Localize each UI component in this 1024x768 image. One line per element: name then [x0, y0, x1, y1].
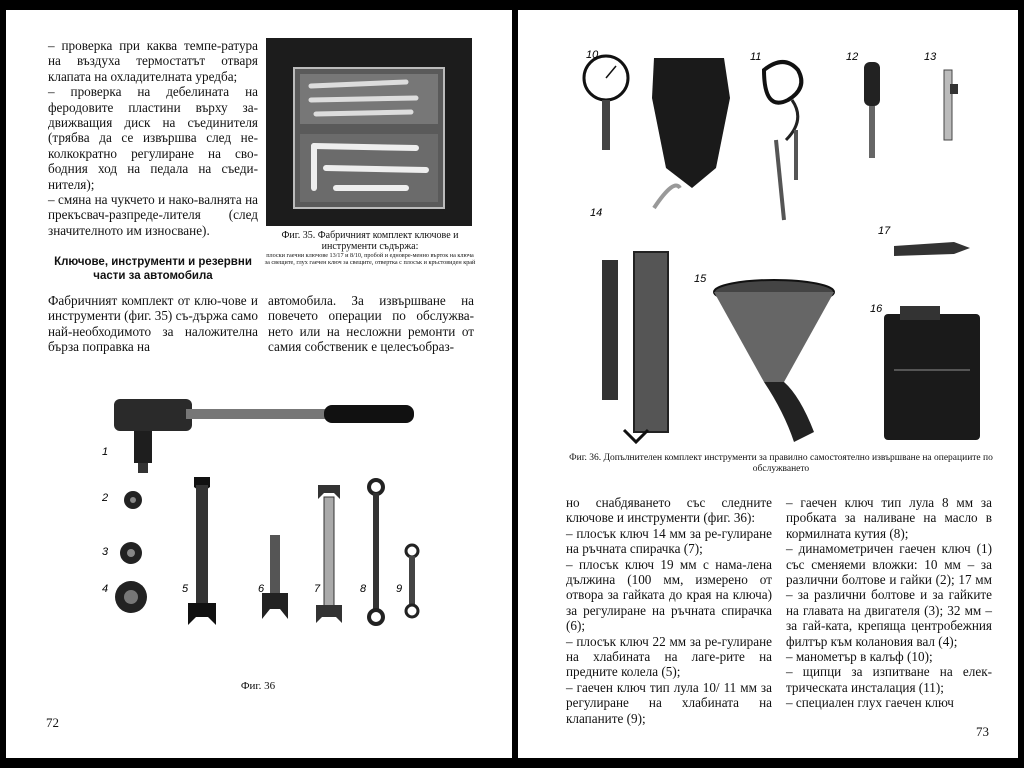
screwdriver-icon	[864, 62, 880, 158]
tool-number-9: 9	[396, 583, 403, 595]
open-end-wrench-icon	[316, 485, 342, 623]
paragraph: – гаечен ключ тип лула 8 мм за пробката за наливане на масло в кормилната кутия (8);	[786, 495, 992, 541]
right-column1	[566, 495, 772, 726]
tool-number-16: 16	[870, 303, 883, 315]
paragraph: – плосък ключ 14 мм за ре-гулиране на ръчната спирачка (7);	[566, 525, 772, 557]
paragraph: – специален глух гаечен ключ	[786, 695, 954, 711]
paragraph: но снабдяването със следните ключове и инструменти (фиг. 36):	[566, 495, 772, 526]
left-column1-top	[48, 38, 258, 238]
socket-icon	[124, 491, 142, 509]
open-end-wrench-icon	[262, 535, 288, 619]
paragraph: – щипци за изпитване на елек-трическата инсталация (11);	[786, 664, 992, 695]
fig35-caption-title: Фиг. 35. Фабричният комплект ключове и инструменти съдържа:	[281, 230, 459, 252]
fig36-caption: Фиг. 36. Допълнителен комплект инструменти за правилно самостоятелно извършване на операциите по обслужването	[569, 453, 993, 474]
paragraph: – гаечен ключ тип лула 10/ 11 мм за регулиране на хлабината на клапаните (9);	[566, 679, 772, 726]
right-page	[518, 10, 1018, 758]
fig36-label: Фиг. 36	[240, 680, 276, 692]
socket-icon	[115, 581, 147, 613]
page-number-right: 73	[976, 724, 989, 739]
left-column2-bottom: автомобила. За извършване на повечето операции по обслужва-нето или на несложни ремонти от самия собственик е целесъобраз-	[268, 293, 474, 355]
fig35-caption-detail: плоски гаечни ключове 13/17 и 8/10, пробой и едновре-менно върток на ключа за свещите, глух гаечен ключ за свещите, отвертка с плосък и кръстовиден край	[264, 252, 476, 266]
open-end-wrench-icon	[188, 477, 216, 625]
paragraph: – динамометричен гаечен ключ (1) със сменяеми вложки: 10 мм – за различни болтове и гайки (2); 17 мм – за различни болтове и за гайките на главата на двигателя (3); 32 мм – за гай-ката, крепяща центробежния филтър към колановия вал (4);	[786, 541, 992, 649]
box-wrench-icon	[406, 545, 418, 617]
pressure-gauge-icon	[584, 56, 628, 150]
left-page	[6, 10, 512, 758]
gauge-case-icon	[652, 58, 730, 188]
paragraph: – плосък ключ 22 мм за ре-гулиране на хлабината на лаге-рите на предните колела (5);	[566, 633, 772, 680]
funnel-icon	[714, 280, 834, 442]
tool-number-17: 17	[878, 225, 891, 237]
socket-icon	[120, 542, 142, 564]
tool-number-10: 10	[586, 49, 599, 61]
tool-number-6: 6	[258, 583, 265, 595]
spatula-icon	[894, 242, 970, 256]
section-heading: Ключове, инструменти и резервни части за автомобила	[54, 256, 252, 282]
left-column1-bottom: Фабричният комплект от клю-чове и инструменти (фиг. 35) съ-държа само най-необходимото за наложителна бърза поправка на	[48, 293, 258, 355]
box-wrench-icon	[369, 480, 383, 624]
right-column2	[786, 495, 992, 711]
tool-number-2: 2	[102, 492, 109, 504]
fig36-tools-illustration	[86, 385, 466, 650]
fig36-extra-tools-illustration	[564, 30, 1004, 450]
test-pliers-icon	[764, 62, 801, 220]
grease-gun-icon	[602, 186, 680, 443]
tool-number-12: 12	[846, 51, 859, 63]
paragraph: – проверка при каква темпе-ратура на въздуха термостатът отваря клапата на охладителната уредба;	[48, 38, 258, 84]
tool-number-11: 11	[750, 51, 762, 63]
tool-number-5: 5	[182, 583, 189, 595]
tool-number-1: 1	[102, 446, 109, 458]
torque-wrench-icon	[114, 399, 414, 473]
page-number-left: 72	[46, 715, 59, 730]
tool-number-13: 13	[924, 51, 937, 63]
fig35-tool-kit-photo	[266, 38, 472, 226]
paragraph: – манометър в калъф (10);	[786, 649, 933, 665]
fig35-caption	[264, 230, 476, 266]
paragraph: – проверка на дебелината на феродовите пластини върху за-движващия диск на съединителя (трябва да се извършва след не-колкократно регулиране на сво-бодния ход на педала на съеди-нителя);	[48, 84, 258, 192]
tool-number-15: 15	[694, 273, 707, 285]
feeler-gauge-icon	[944, 70, 958, 140]
tool-number-14: 14	[590, 207, 603, 219]
tool-number-4: 4	[102, 583, 109, 595]
paragraph: – плосък ключ 19 мм с нама-лена дължина (100 мм, измерено от отвора за гайката до края на ключа) за регулиране на ръчната спирачка (6);	[566, 556, 772, 634]
jerry-can-icon	[884, 306, 980, 440]
tool-number-3: 3	[102, 546, 109, 558]
tool-number-8: 8	[360, 583, 367, 595]
paragraph: – смяна на чукчето и нако-валнята на прекъсвач-разпреде-лителя (след значителното им износване).	[48, 192, 258, 238]
tool-number-7: 7	[314, 583, 321, 595]
